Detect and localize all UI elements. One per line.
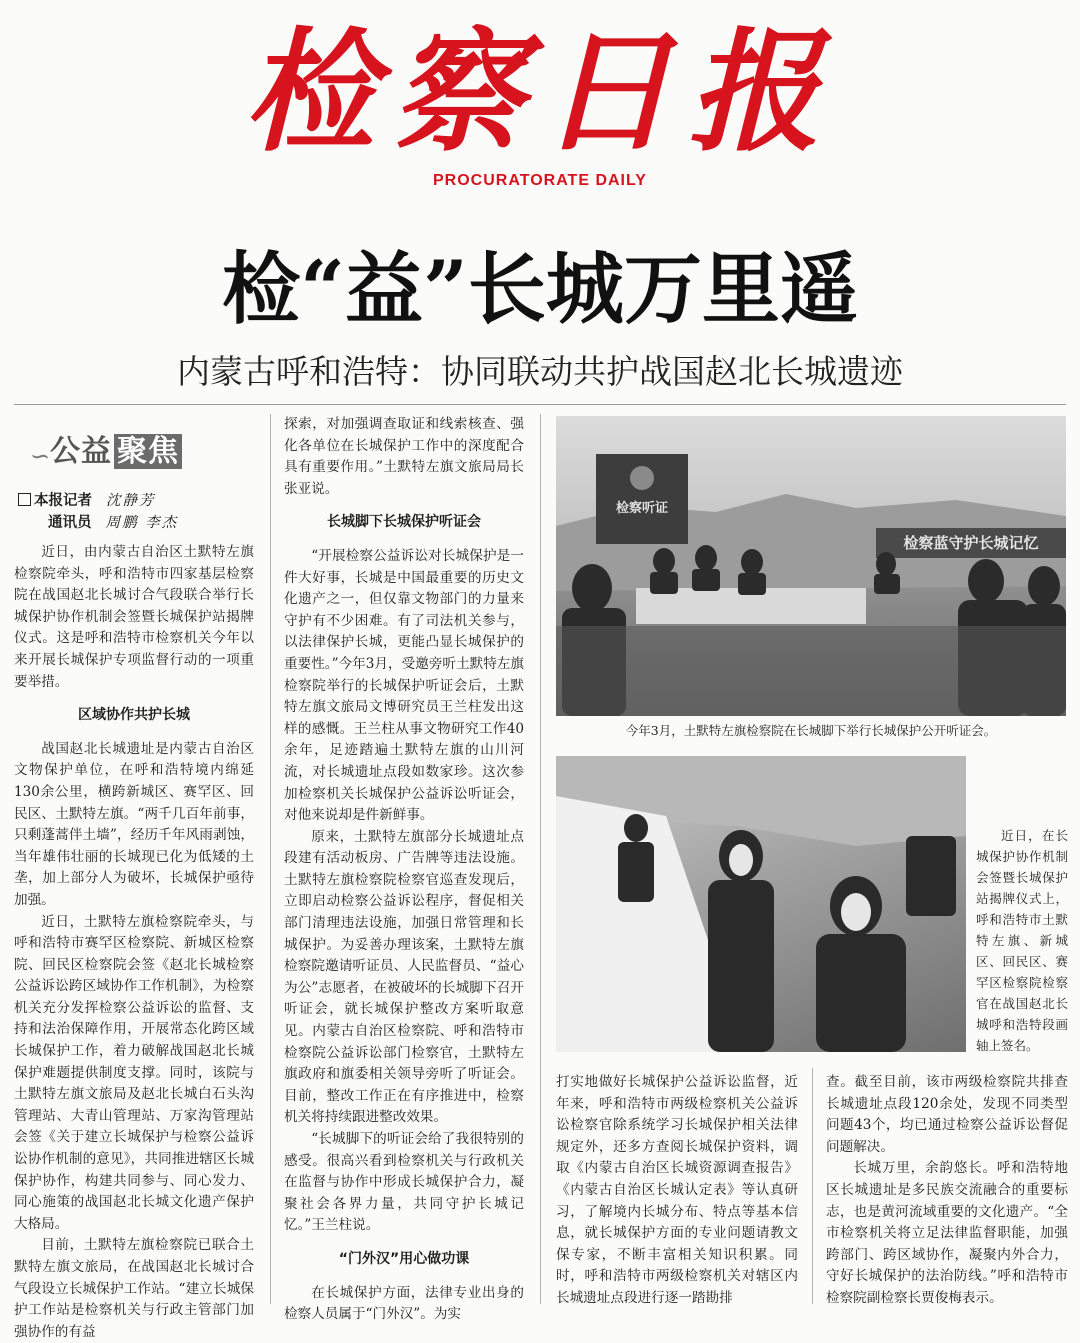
- correspondent-names: 周鹏 李杰: [105, 515, 179, 531]
- photo-caption-side: [976, 825, 1068, 1056]
- paragraph: 长城万里，余韵悠长。呼和浩特地区长城遗址是多民族交流融合的重要标志，也是黄河流域重要的文化遗产。“全市检察机关将立足法律监督职能，加强跨部门、跨区域协作，凝聚内外合力，守好长城保护的法治防线。”呼和浩特市检察院副检察长贾俊梅表示。: [826, 1160, 1068, 1306]
- paragraph: 近日，土默特左旗检察院牵头，与呼和浩特市赛罕区检察院、新城区检察院、回民区检察院会签《赵北长城检察公益诉讼跨区域协作工作机制》，为检察机关充分发挥检察公益诉讼的监督、支持和法治保障作用，开展常态化跨区域长城保护工作，着力破解战国赵北长城保护难题提供制度支撑。同时，该院与土默特左旗文旅局及赵北长城白石头沟管理站、大青山管理站、万家沟管理站会签《关于建立长城保护与检察公益诉讼协作机制的意见》，共同推进辖区长城保护协作，构建共同参与、同心发力、同心施策的战国赵北长城文化遗产保护大格局。: [14, 913, 254, 1232]
- byline-box-icon: [18, 493, 31, 506]
- section-heading: “门外汉”用心做功课: [338, 1250, 470, 1267]
- paragraph: 查。截至目前，该市两级检察院共排查长城遗址点段120余处，发现不同类型问题43个，均已通过检察公益诉讼督促问题解决。: [826, 1074, 1068, 1155]
- hearing-photo: [556, 416, 1066, 716]
- logo-part1: 公益: [50, 434, 112, 469]
- divider: [14, 404, 1066, 405]
- paragraph: 目前，土默特左旗检察院已联合土默特左旗文旅局，在战国赵北长城讨合气段设立长城保护工作站。“建立长城保护工作站是检察机关与行政主管部门加强协作的有益: [14, 1237, 254, 1340]
- masthead-title: 检察日报: [244, 16, 836, 170]
- hearing-photo-illustration: [556, 416, 1066, 716]
- subheadline: 内蒙古呼和浩特：协同联动共护战国赵北长城遗迹: [177, 352, 903, 391]
- column-divider: [540, 414, 541, 1304]
- section-heading: 区域协作共护长城: [78, 707, 190, 724]
- column-divider: [270, 414, 271, 1304]
- signing-photo: [556, 756, 966, 1052]
- logo-part2: 聚焦: [114, 434, 182, 469]
- reporter-name: 沈静芳: [106, 493, 156, 509]
- reporter-label: 本报记者: [34, 492, 92, 509]
- signing-photo-illustration: [556, 756, 966, 1052]
- paragraph: “长城脚下的听证会给了我很特别的感受。很高兴看到检察机关与行政机关在监督与协作中形成长城保护合力，凝聚社会各界力量，共同守护长城记忆。”王兰柱说。: [284, 1131, 524, 1234]
- column-2: [284, 414, 524, 1326]
- logo-swirl-icon: ∽: [30, 442, 51, 470]
- column-logo: [30, 424, 230, 470]
- masthead: [0, 18, 1080, 190]
- column-4: [826, 1072, 1068, 1310]
- masthead-english: PROCURATORATE DAILY: [433, 172, 647, 189]
- paragraph: 在长城保护方面，法律专业出身的检察人员属于“门外汉”。为实: [284, 1284, 524, 1323]
- correspondent-label: 通讯员: [48, 514, 92, 531]
- paragraph: 打实地做好长城保护公益诉讼监督，近年来，呼和浩特市两级检察机关公益诉讼检察官除系统学习长城保护相关法律规定外，还多方查阅长城保护资料，调取《内蒙古自治区长城资源调查报告》《内蒙古自治区长城认定表》等认真研习，了解境内长城分布、特点等基本信息，就长城保护方面的专业问题请教文保专家，不断丰富相关知识积累。同时，呼和浩特市两级检察机关对辖区内长城遗址点段进行逐一踏勘排: [556, 1074, 798, 1306]
- banner-left-text: 检察听证: [615, 501, 669, 516]
- headline: 检“益”长城万里遥: [222, 244, 858, 335]
- paragraph: 探索，对加强调查取证和线索核查、强化各单位在长城保护工作中的深度配合具有重要作用。”土默特左旗文旅局局长张亚说。: [284, 416, 524, 497]
- banner-right-text: 检察蓝守护长城记忆: [903, 534, 1039, 552]
- paragraph: 原来，土默特左旗部分长城遗址点段建有活动板房、广告牌等违法设施。土默特左旗检察院检察官巡查发现后，立即启动检察公益诉讼程序，督促相关部门清理违法设施，加强日常管理和长城保护。为妥善办理该案，土默特左旗检察院邀请听证员、人民监督员、“益心为公”志愿者，在被破坏的长城脚下召开听证会，就长城保护整改方案听取意见。内蒙古自治区检察院、呼和浩特市检察院公益诉讼部门检察官，土默特左旗政府和旗委相关领导旁听了听证会。目前，整改工作正在有序推进中，检察机关将持续跟进整改效果。: [284, 828, 524, 1126]
- photo-caption-text: 近日，在长城保护协作机制会签暨长城保护站揭牌仪式上，呼和浩特市土默特左旗、新城区、回民区、赛罕区检察院检察官在战国赵北长城呼和浩特段画轴上签名。: [976, 828, 1068, 1053]
- column-3: [556, 1072, 798, 1310]
- paragraph: “开展检察公益诉讼对长城保护是一件大好事，长城是中国最重要的历史文化遗产之一，但仅靠文物部门的力量来守护有不少困难。有了司法机关参与，以法律保护长城，更能凸显长城保护的重要性。”今年3月，受邀旁听土默特左旗检察院举行的长城保护听证会后，土默特左旗文旅局文博研究员王兰柱发出这样的感慨。王兰柱从事文物研究工作40余年，足迹踏遍土默特左旗的山川河流，对长城遗址点段如数家珍。这次参加检察机关长城保护公益诉讼听证会，对他来说却是件新鲜事。: [284, 547, 524, 824]
- paragraph: 战国赵北长城遗址是内蒙古自治区文物保护单位，在呼和浩特境内绵延130余公里，横跨新城区、赛罕区、回民区、土默特左旗。“两千几百年前事，只剩蓬蒿伴土墙”，经历千年风雨剥蚀，当年雄伟壮丽的长城现已化为低矮的土垄，加上部分人为破坏，长城保护亟待加强。: [14, 740, 254, 908]
- column-divider: [812, 1068, 813, 1304]
- photo-caption: 今年3月，土默特左旗检察院在长城脚下举行长城保护公开听证会。: [625, 723, 997, 738]
- paragraph: 近日，由内蒙古自治区土默特左旗检察院牵头，呼和浩特市四家基层检察院在战国赵北长城讨合气段联合举行长城保护协作机制会签暨长城保护站揭牌仪式。这是呼和浩特市检察机关今年以来开展长城保护专项监督行动的一项重要举措。: [14, 544, 254, 690]
- section-heading: 长城脚下长城保护听证会: [327, 514, 481, 531]
- column-1: [14, 542, 254, 1343]
- byline: [18, 490, 258, 534]
